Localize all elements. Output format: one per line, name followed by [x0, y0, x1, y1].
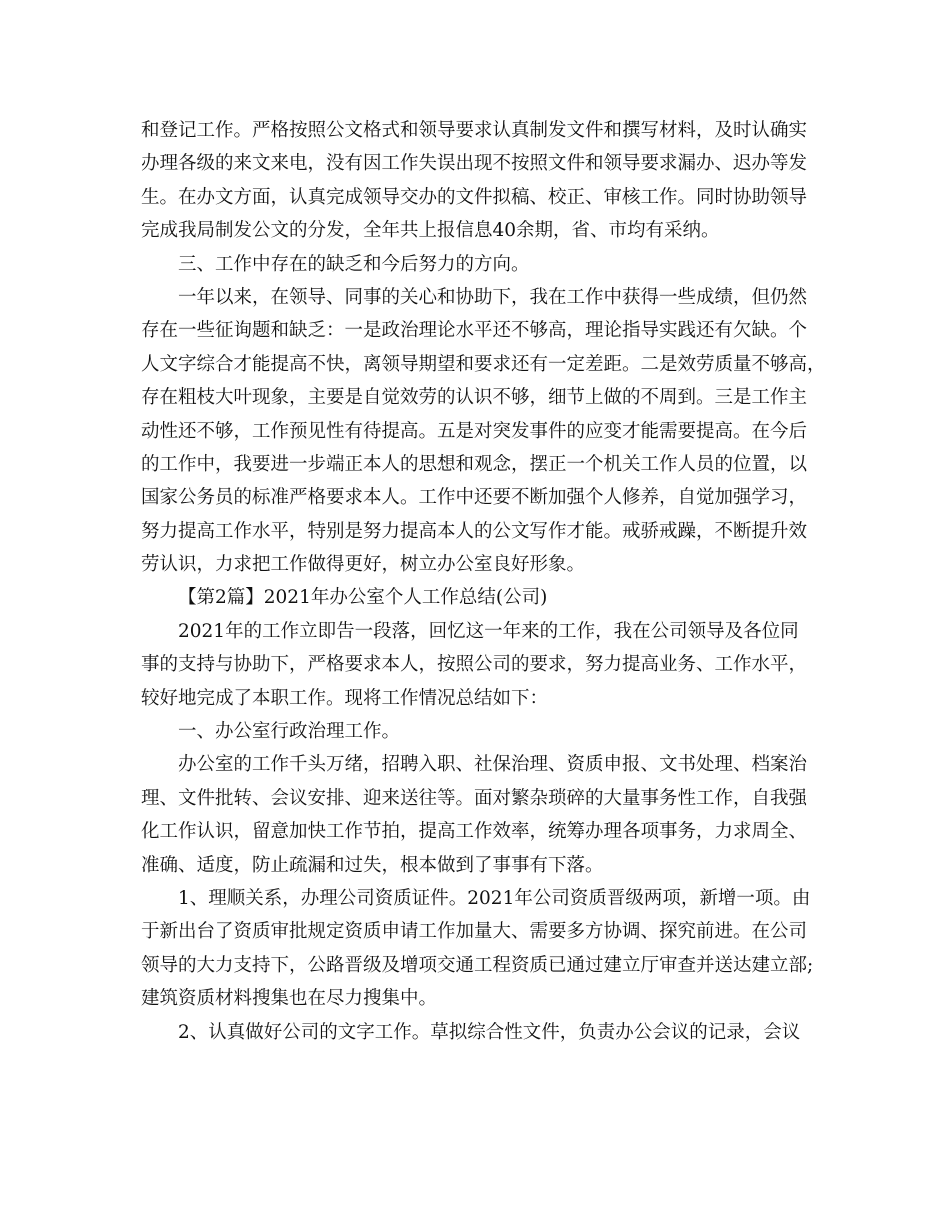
document-body [141, 114, 826, 1049]
text-line: 【第2篇】2021年办公室个人工作总结(公司) [178, 587, 548, 609]
text-line: 办公室的工作千头万绪，招聘入职、社保治理、资质申报、文书处理、档案治 [178, 754, 808, 776]
text-line: 化工作认识，留意加快工作节拍，提高工作效率，统筹办理各项事务，力求周全、 [141, 821, 808, 843]
text-line: 存在一些征询题和缺乏：一是政治理论水平还不够高，理论指导实践还有欠缺。个 [141, 320, 808, 342]
text-line: 一、办公室行政治理工作。 [178, 721, 401, 743]
text-line: 领导的大力支持下，公路晋级及增项交通工程资质已通过建立厅审查并送达建立部; [141, 954, 814, 976]
text-line: 和登记工作。严格按照公文格式和领导要求认真制发文件和撰写材料，及时认确实 [141, 120, 808, 141]
text-line: 建筑资质材料搜集也在尽力搜集中。 [141, 988, 438, 1010]
text-line: 办理各级的来文来电，没有因工作失误出现不按照文件和领导要求漏办、迟办等发 [141, 153, 808, 175]
text-line: 1、理顺关系，办理公司资质证件。2021年公司资质晋级两项，新增一项。由 [178, 887, 811, 909]
text-line: 生。在办文方面，认真完成领导交办的文件拟稿、校正、审核工作。同时协助领导 [141, 186, 808, 208]
text-line: 的工作中，我要进一步端正本人的思想和观念，摆正一个机关工作人员的位置，以 [141, 453, 808, 475]
text-line: 劳认识，力求把工作做得更好，树立办公室良好形象。 [141, 554, 586, 576]
text-line: 2021年的工作立即告一段落，回忆这一年来的工作，我在公司领导及各位同 [178, 620, 799, 642]
text-line: 2、认真做好公司的文字工作。草拟综合性文件，负责办公会议的记录，会议 [178, 1021, 801, 1043]
text-line: 国家公务员的标准严格要求本人。工作中还要不断加强个人修养，自觉加强学习， [141, 487, 808, 509]
text-line: 准确、适度，防止疏漏和过失，根本做到了事事有下落。 [141, 854, 604, 876]
text-line: 动性还不够，工作预见性有待提高。五是对突发事件的应变才能需要提高。在今后 [141, 420, 808, 442]
text-line: 一年以来，在领导、同事的关心和协助下，我在工作中获得一些成绩，但仍然 [178, 286, 808, 308]
text-line: 完成我局制发公文的分发，全年共上报信息40余期，省、市均有采纳。 [141, 220, 720, 242]
text-line: 存在粗枝大叶现象，主要是自觉效劳的认识不够，细节上做的不周到。三是工作主 [141, 387, 808, 409]
text-line: 三、工作中存在的缺乏和今后努力的方向。 [178, 253, 530, 275]
text-line: 人文字综合才能提高不快，离领导期望和要求还有一定差距。二是效劳质量不够高， [141, 353, 826, 375]
text-line: 事的支持与协助下，严格要求本人，按照公司的要求，努力提高业务、工作水平， [141, 654, 808, 676]
text-line: 较好地完成了本职工作。现将工作情况总结如下： [141, 687, 549, 709]
text-line: 于新出台了资质审批规定资质申请工作加量大、需要多方协调、探究前进。在公司 [141, 921, 808, 943]
text-line: 努力提高工作水平，特别是努力提高本人的公文写作才能。戒骄戒躁，不断提升效 [141, 520, 808, 542]
text-line: 理、文件批转、会议安排、迎来送往等。面对繁杂琐碎的大量事务性工作，自我强 [141, 787, 808, 809]
